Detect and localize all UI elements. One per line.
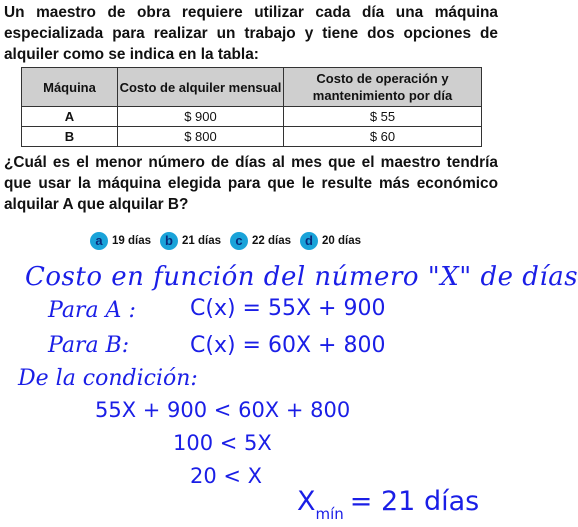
- option-letter-badge: d: [300, 232, 318, 250]
- cost-function-a: C(x) = 55X + 900: [190, 296, 386, 321]
- machine-cell: A: [22, 107, 118, 127]
- option-text: 21 días: [182, 235, 221, 247]
- option-text: 19 días: [112, 235, 151, 247]
- cost-function-b: C(x) = 60X + 800: [190, 333, 386, 358]
- machine-cell: B: [22, 127, 118, 147]
- header-monthly-rent: Costo de alquiler mensual: [118, 68, 284, 107]
- result-variable: X: [297, 486, 316, 517]
- result-subscript: mín: [315, 505, 344, 523]
- question-text: ¿Cuál es el menor número de días al mes que el maestro tendría que usar la máquina elegida para que le resulte más económico alquilar A que alquilar B?: [4, 154, 498, 213]
- header-daily-cost: Costo de operación y mantenimiento por día: [284, 68, 482, 107]
- rent-cell: $ 900: [118, 107, 284, 127]
- option-d[interactable]: [300, 232, 361, 250]
- table-row: [22, 127, 482, 147]
- option-text: 20 días: [322, 235, 361, 247]
- table-row: [22, 107, 482, 127]
- daily-cost-cell: $ 55: [284, 107, 482, 127]
- option-text: 22 días: [252, 235, 291, 247]
- option-a[interactable]: [90, 232, 151, 250]
- option-letter-badge: a: [90, 232, 108, 250]
- result-value: = 21 días: [349, 486, 480, 517]
- option-c[interactable]: [230, 232, 291, 250]
- label-machine-a: Para A :: [48, 298, 136, 323]
- daily-cost-cell: $ 60: [284, 127, 482, 147]
- table-header-row: [22, 68, 482, 107]
- label-machine-b: Para B:: [48, 333, 130, 358]
- final-result: [297, 486, 479, 523]
- option-letter-badge: b: [160, 232, 178, 250]
- cost-table: [21, 67, 482, 147]
- condition-heading: De la condición:: [18, 366, 198, 391]
- option-b[interactable]: [160, 232, 221, 250]
- inequality-step-2: 100 < 5X: [173, 431, 272, 455]
- inequality-step-1: 55X + 900 < 60X + 800: [95, 398, 351, 422]
- problem-statement: Un maestro de obra requiere utilizar cada día una máquina especializada para realizar un trabajo y tiene dos opciones de alquiler como se indica en la tabla:: [4, 4, 498, 63]
- inequality-step-3: 20 < X: [190, 464, 263, 488]
- rent-cell: $ 800: [118, 127, 284, 147]
- answer-options: [90, 231, 370, 251]
- solution-heading: Costo en función del número "X" de días: [25, 262, 578, 292]
- header-machine: Máquina: [22, 68, 118, 107]
- option-letter-badge: c: [230, 232, 248, 250]
